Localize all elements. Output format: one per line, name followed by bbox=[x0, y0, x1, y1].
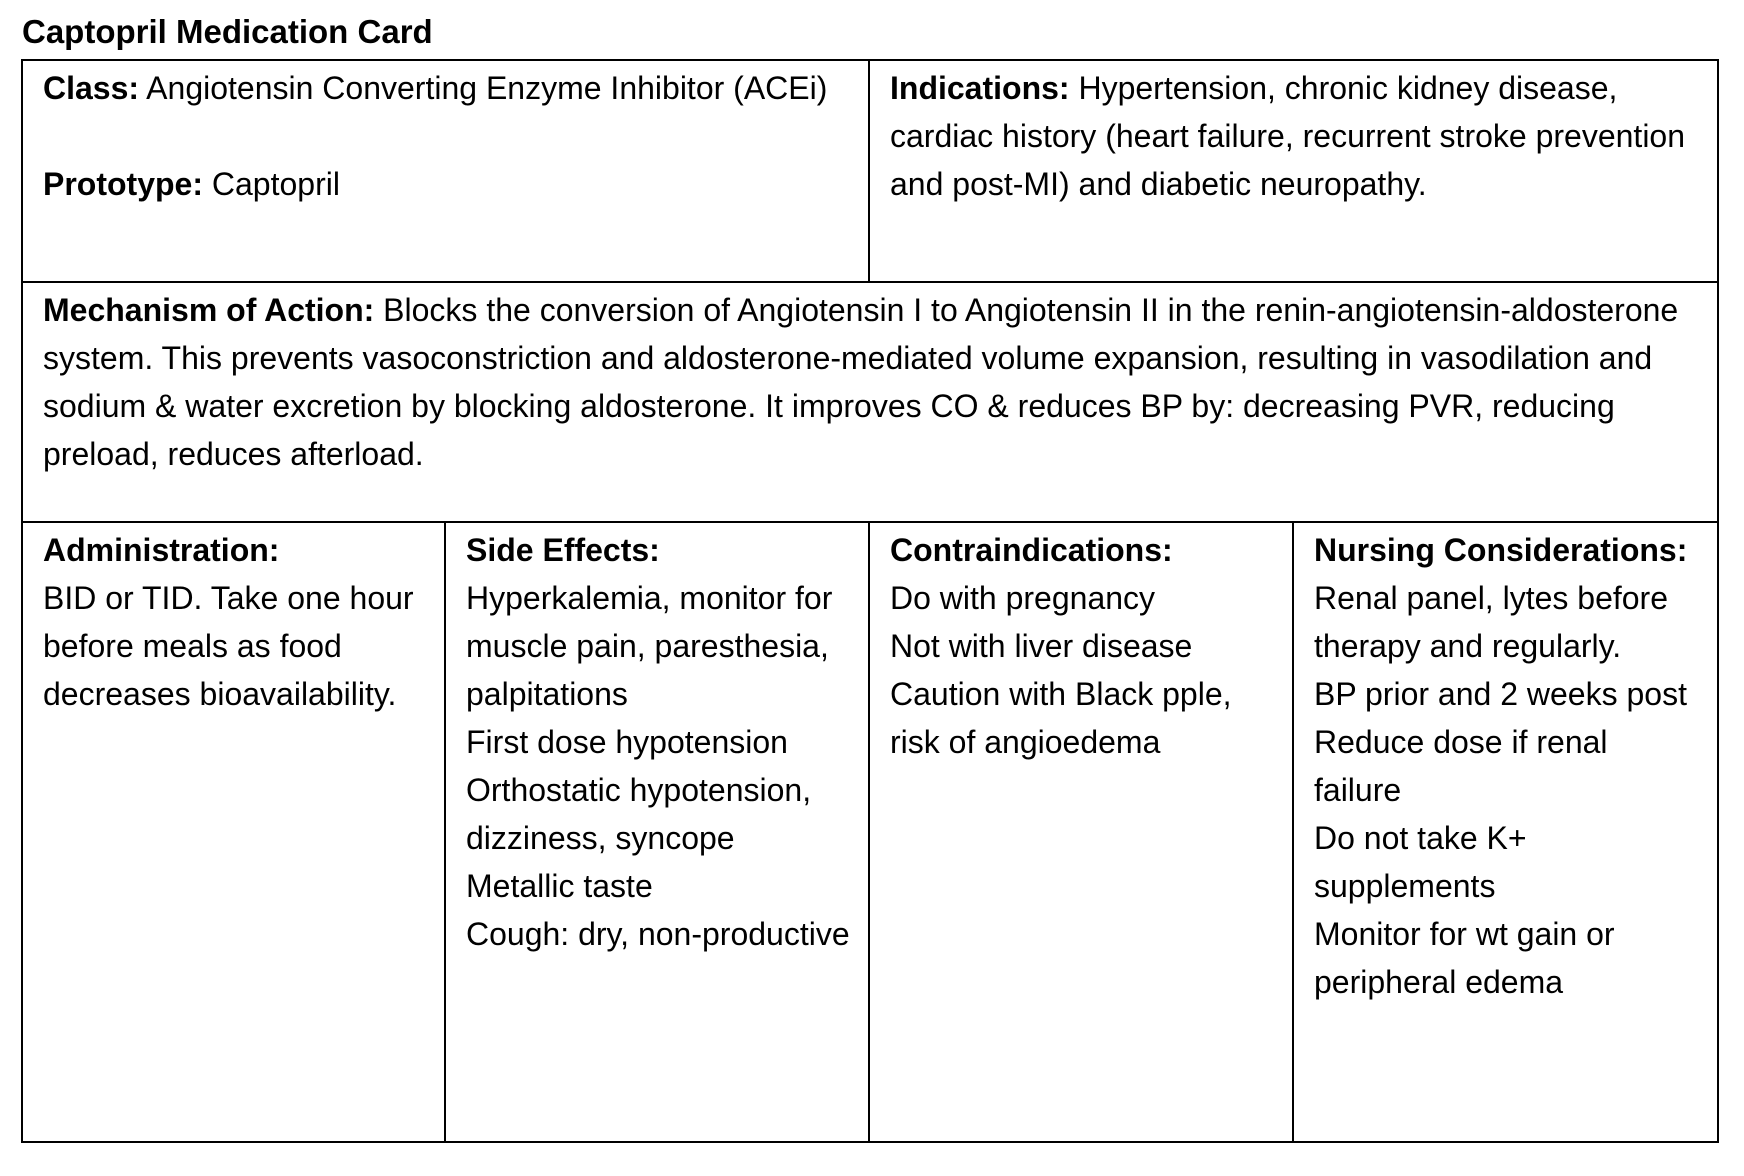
side-effect-item: Metallic taste bbox=[466, 868, 653, 904]
indications-entry bbox=[890, 64, 1703, 208]
class-label: Class: bbox=[43, 70, 140, 106]
table-row-top bbox=[23, 61, 1717, 283]
page-title: Captopril Medication Card bbox=[22, 13, 433, 50]
class-prototype-cell bbox=[23, 61, 870, 281]
mechanism-cell bbox=[23, 283, 1717, 521]
table-row-details bbox=[23, 523, 1717, 1141]
administration-cell bbox=[23, 523, 446, 1141]
administration-line: BID or TID. Take one hour before meals as food decreases bioavailability. bbox=[43, 580, 414, 712]
class-entry bbox=[43, 64, 850, 112]
mechanism-value: Blocks the conversion of Angiotensin I to Angiotensin II in the renin-angiotensin-aldosterone system. This prevents vasoconstriction and aldosterone-mediated volume expansion, resulting in vasodilation and sodium & water excretion by blocking aldosterone. It improves CO & reduces BP by: decreasing PVR, reducing preload, reduces afterload. bbox=[43, 292, 1679, 472]
prototype-label: Prototype: bbox=[43, 166, 203, 202]
class-value: Angiotensin Converting Enzyme Inhibitor (ACEi) bbox=[146, 70, 828, 106]
mechanism-label: Mechanism of Action: bbox=[43, 292, 375, 328]
indications-cell bbox=[870, 61, 1717, 281]
contraindications-label: Contraindications: bbox=[890, 532, 1173, 568]
side-effects-cell bbox=[446, 523, 870, 1141]
spacer bbox=[43, 112, 850, 160]
mechanism-entry bbox=[43, 286, 1701, 478]
side-effect-item: Hyperkalemia, monitor for muscle pain, paresthesia, palpitations bbox=[466, 580, 833, 712]
side-effect-item: Cough: dry, non-productive bbox=[466, 916, 850, 952]
nursing-item: Do not take K+ supplements bbox=[1314, 820, 1527, 904]
contraindication-item: Not with liver disease bbox=[890, 628, 1193, 664]
side-effect-item: Orthostatic hypotension, dizziness, syncope bbox=[466, 772, 812, 856]
nursing-considerations-cell bbox=[1294, 523, 1717, 1141]
contraindication-item: Caution with Black pple, risk of angioedema bbox=[890, 676, 1232, 760]
nursing-considerations-label: Nursing Considerations: bbox=[1314, 532, 1688, 568]
indications-label: Indications: bbox=[890, 70, 1070, 106]
side-effects-label: Side Effects: bbox=[466, 532, 660, 568]
contraindication-item: Do with pregnancy bbox=[890, 580, 1156, 616]
nursing-item: Reduce dose if renal failure bbox=[1314, 724, 1608, 808]
prototype-value: Captopril bbox=[211, 166, 340, 202]
administration-label: Administration: bbox=[43, 532, 280, 568]
nursing-item: Renal panel, lytes before therapy and regularly. bbox=[1314, 580, 1668, 664]
prototype-entry bbox=[43, 160, 850, 208]
side-effect-item: First dose hypotension bbox=[466, 724, 788, 760]
indications-value: Hypertension, chronic kidney disease, cardiac history (heart failure, recurrent stroke prevention and post-MI) and diabetic neuropathy. bbox=[890, 70, 1686, 202]
medication-card-table bbox=[21, 59, 1719, 1143]
nursing-item: Monitor for wt gain or peripheral edema bbox=[1314, 916, 1615, 1000]
nursing-item: BP prior and 2 weeks post bbox=[1314, 676, 1687, 712]
contraindications-cell bbox=[870, 523, 1294, 1141]
table-row-mechanism bbox=[23, 283, 1717, 523]
